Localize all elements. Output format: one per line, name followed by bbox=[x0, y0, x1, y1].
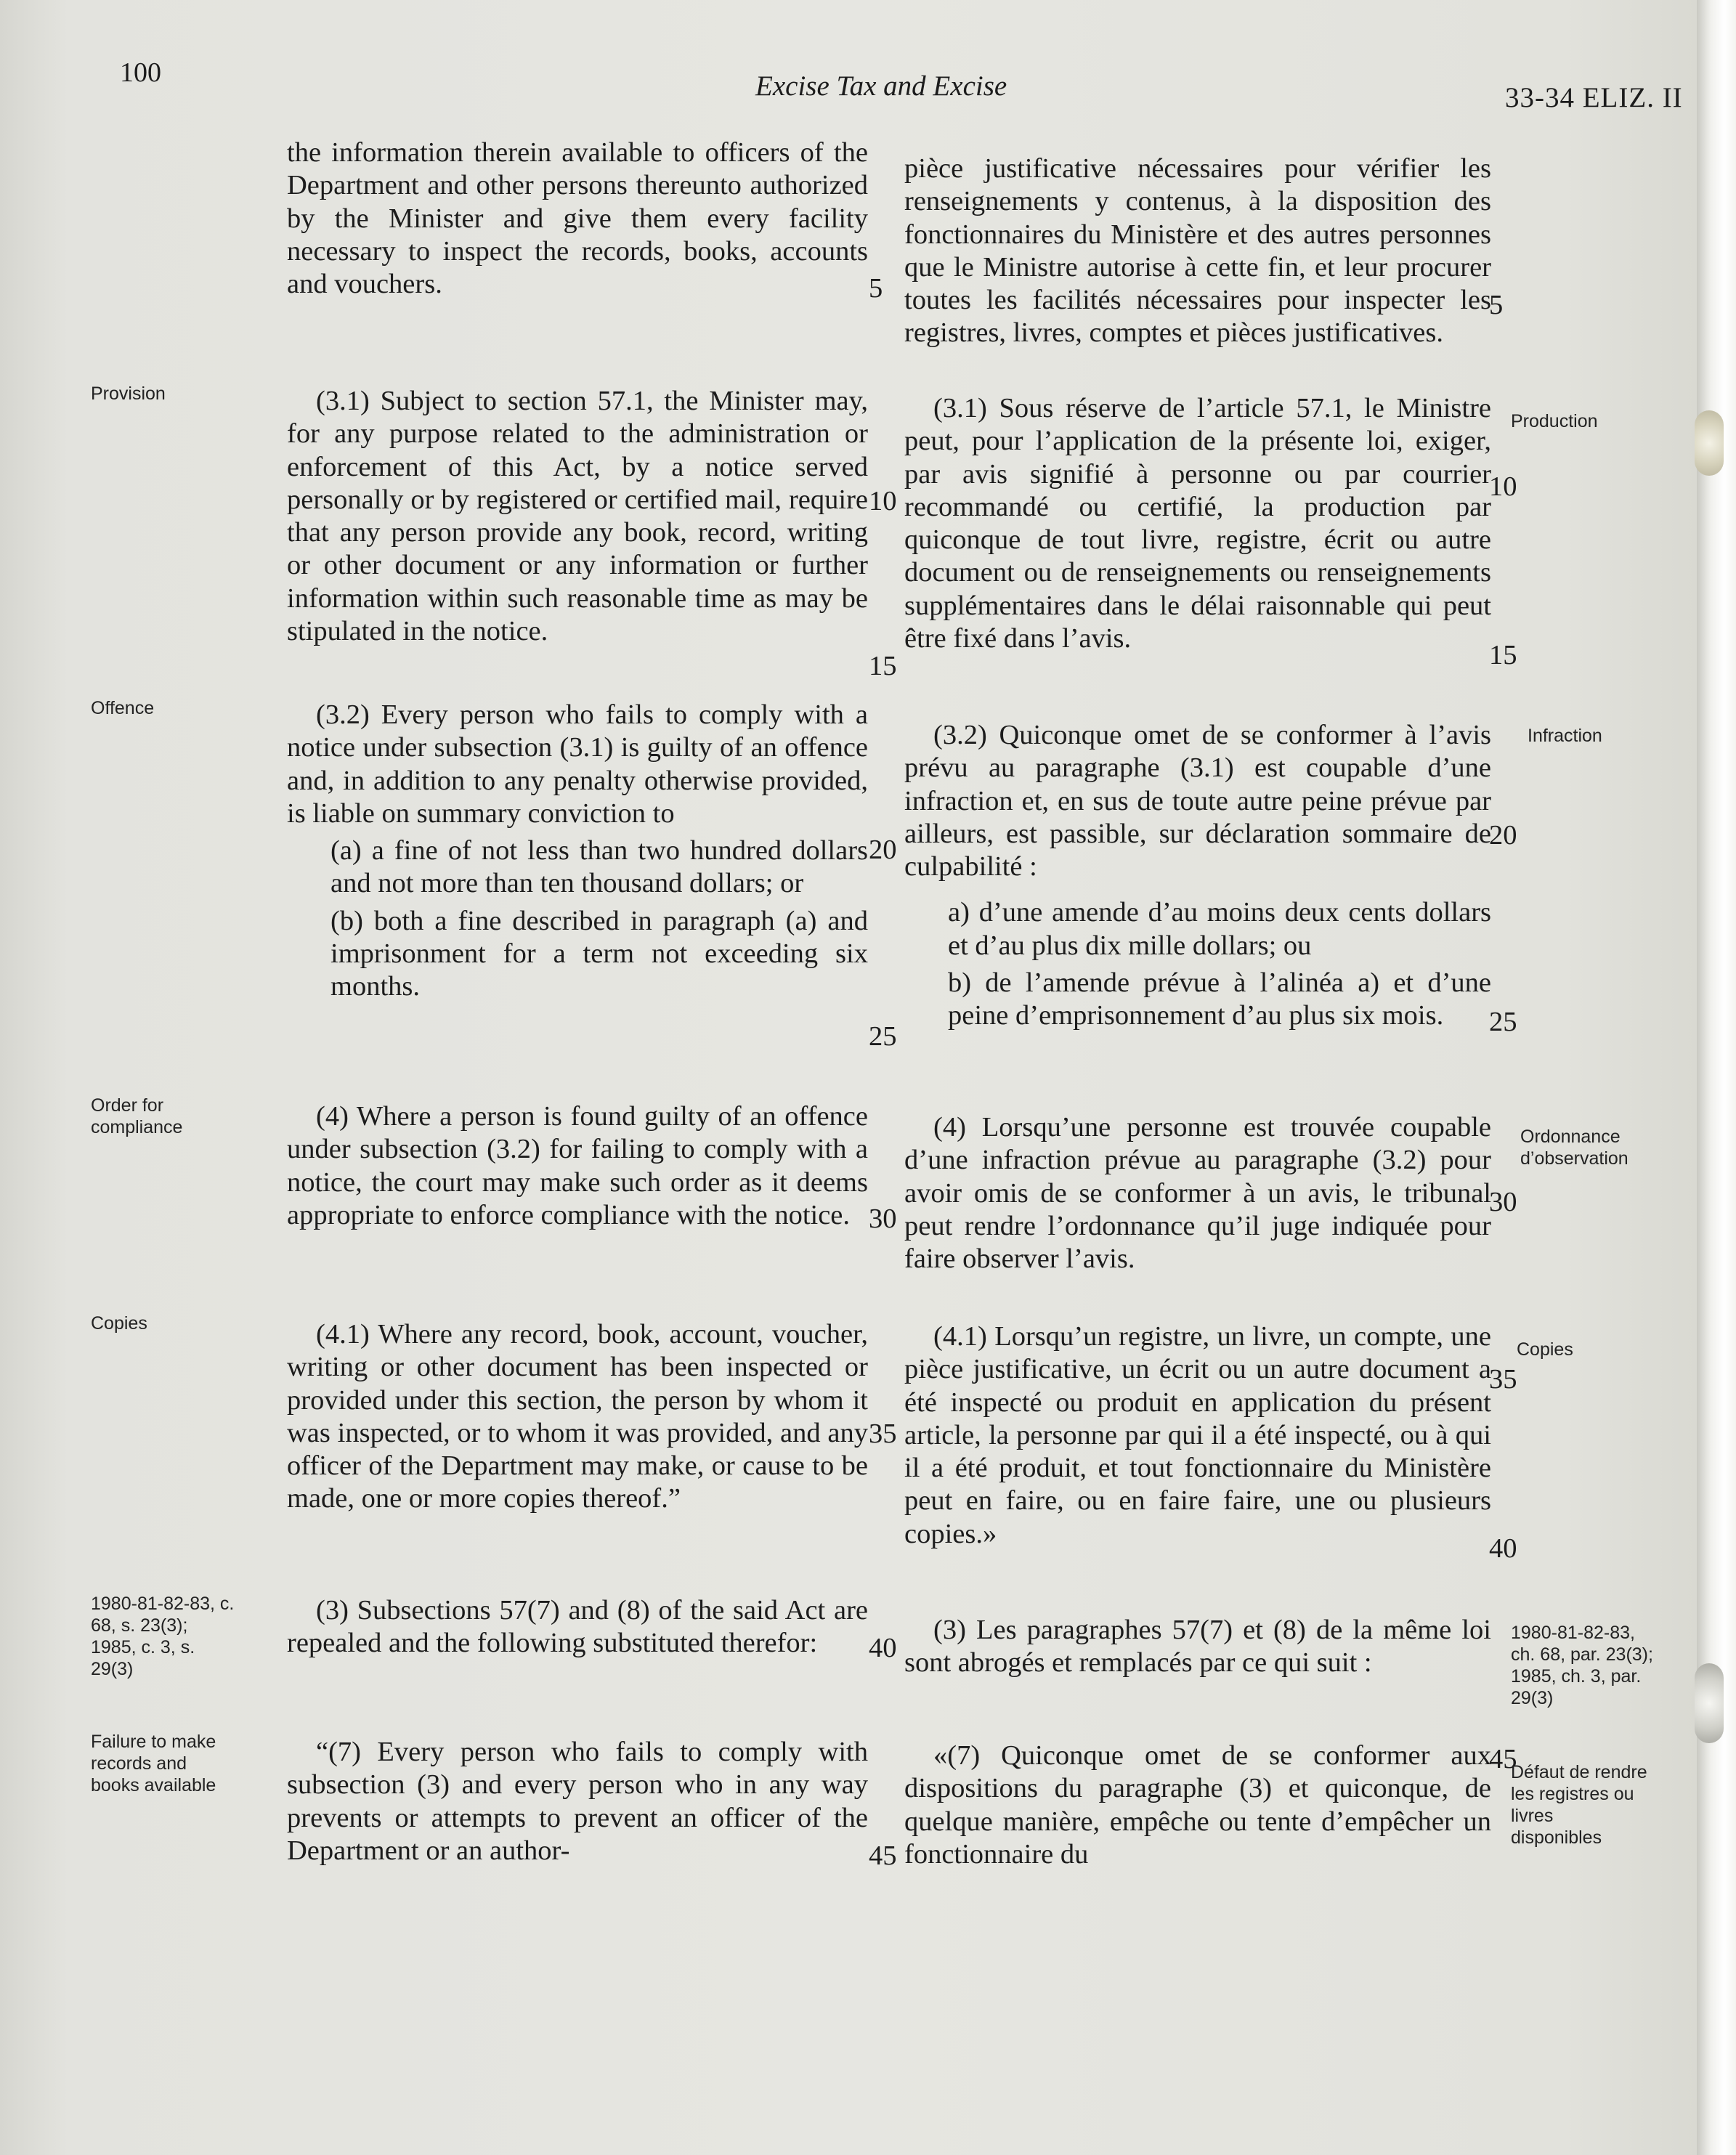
margin-note-copies: Copies bbox=[1517, 1339, 1573, 1360]
english-subsection-4-text: (4) Where a person is found guilty of an offence under subsection (3.2) for failing to comply with a notice, the court may make such order as it deems appropriate to enforce compliance with the notice. bbox=[287, 1101, 868, 1230]
french-paragraph-b: b) de l’amende prévue à l’alinéa a) et d’une peine d’emprisonnement d’au plus six mois. bbox=[948, 967, 1491, 1031]
running-title: Excise Tax and Excise bbox=[755, 70, 1007, 102]
english-subsection-4-1-text: (4.1) Where any record, book, account, voucher, writing or other document has been inspected or provided under this section, the person by whom it was inspected, or to whom it was provided, and any officer of the Department may make, or cause to be made, one or more copies thereof.” bbox=[287, 1319, 868, 1514]
french-subsection-4-text: (4) Lorsqu’une personne est trouvée coupable d’une infraction prévue au paragraphe (3.2) pour avoir omis de se conformer à un avis, le tribunal peut rendre l’ordonnance qu’il juge indiquée pour faire observer l’avis. bbox=[904, 1112, 1491, 1275]
line-number: 20 bbox=[1489, 820, 1517, 851]
french-subsection-4-1 bbox=[904, 1320, 1491, 1551]
line-number: 10 bbox=[1489, 471, 1517, 502]
binding-clip bbox=[1695, 410, 1724, 476]
french-subsection-4-1-text: (4.1) Lorsqu’un registre, un livre, un compte, une pièce justificative, un écrit ou un autre document a été inspecté ou produit en application du présent article, la personne par qui il a été inspecté, ou à qui il a été produit, et tout fonctionnaire du Ministère peut en faire, ou en faire faire, une ou plusieurs copies.» bbox=[904, 1321, 1491, 1549]
line-number: 45 bbox=[1489, 1744, 1517, 1774]
english-subsection-3-1-text: (3.1) Subject to section 57.1, the Minister may, for any purpose related to the administration or enforcement of this Act, by a notice served personally or by registered or certified mail, require that any person provide any book, record, writing or other document or any information or further information within such reasonable time as may be stipulated in the notice. bbox=[287, 386, 868, 647]
margin-note-copies: Copies bbox=[91, 1313, 147, 1334]
english-subsection-4 bbox=[287, 1100, 868, 1232]
line-number: 20 bbox=[869, 835, 897, 865]
english-paragraph-a: (a) a fine of not less than two hundred dollars and not more than ten thousand dollars; or bbox=[330, 835, 868, 899]
page-number: 100 bbox=[120, 57, 161, 88]
line-number: 15 bbox=[869, 651, 897, 681]
french-amending-subsection-3-text: (3) Les paragraphes 57(7) et (8) de la même loi sont abrogés et remplacés par ce qui suit : bbox=[904, 1615, 1491, 1679]
margin-note-defaut: Défaut de rendre les registres ou livres disponibles bbox=[1511, 1762, 1647, 1848]
french-subsection-4 bbox=[904, 1111, 1491, 1275]
line-number: 15 bbox=[1489, 640, 1517, 670]
english-subsection-3-1 bbox=[287, 385, 868, 648]
english-new-subsection-7 bbox=[287, 1736, 868, 1867]
french-new-subsection-7 bbox=[904, 1740, 1491, 1871]
margin-note-citation: 1980-81-82-83, c. 68, s. 23(3); 1985, c. 3, s. 29(3) bbox=[91, 1594, 235, 1679]
margin-note-production: Production bbox=[1511, 411, 1598, 431]
french-subsection-3-1-text: (3.1) Sous réserve de l’article 57.1, le Ministre peut, pour l’application de la présente loi, exiger, par avis signifié à personne ou par courrier recommandé ou certifié, la production par quiconque de tout livre, registre, écrit ou autre document ou de renseignements ou renseignements supplémentaires dans le délai raisonnable qui peut être fixé dans l’avis. bbox=[904, 393, 1491, 654]
margin-note-failure: Failure to make records and books available bbox=[91, 1732, 216, 1795]
line-number: 35 bbox=[869, 1419, 897, 1449]
line-number: 30 bbox=[1489, 1187, 1517, 1217]
french-paragraph-continued: pièce justificative nécessaires pour vérifier les renseignements y contenus, à la disposition des fonctionnaires du Ministère et des autres personnes que le Ministre autorise à cette fin, et leur procurer toutes les facilités nécessaires pour inspecter les registres, livres, comptes et pièces justificatives. bbox=[904, 153, 1491, 349]
line-number: 35 bbox=[1489, 1364, 1517, 1395]
margin-note-offence: Offence bbox=[91, 698, 155, 718]
french-subsection-3-2-text: (3.2) Quiconque omet de se conformer à l’avis prévu au paragraphe (3.1) est coupable d’une infraction et, en sus de toute autre peine prévue par ailleurs, est passible, sur déclaration sommaire de culpabilité : bbox=[904, 720, 1491, 882]
english-subsection-3-2 bbox=[287, 699, 868, 1004]
english-amending-subsection-3-text: (3) Subsections 57(7) and (8) of the said Act are repealed and the following substituted therefor: bbox=[287, 1595, 868, 1659]
english-subsection-4-1 bbox=[287, 1318, 868, 1516]
line-number: 40 bbox=[1489, 1533, 1517, 1564]
french-paragraph-a: a) d’une amende d’au moins deux cents dollars et d’au plus dix mille dollars; ou bbox=[948, 897, 1491, 961]
line-number: 45 bbox=[869, 1841, 897, 1871]
english-subsection-3-2-text: (3.2) Every person who fails to comply with a notice under subsection (3.1) is guilty of an offence and, in addition to any penalty otherwise provided, is liable on summary conviction to bbox=[287, 699, 868, 829]
line-number: 10 bbox=[869, 486, 897, 516]
margin-note-citation: 1980-81-82-83, ch. 68, par. 23(3); 1985, ch. 3, par. 29(3) bbox=[1511, 1623, 1653, 1708]
english-paragraph-b: (b) both a fine described in paragraph (a) and imprisonment for a term not exceeding six months. bbox=[330, 905, 868, 1002]
line-number: 5 bbox=[1489, 290, 1504, 320]
english-amending-subsection-3 bbox=[287, 1594, 868, 1660]
french-new-subsection-7-text: «(7) Quiconque omet de se conformer aux dispositions du paragraphe (3) et quiconque, de quelque manière, empêche ou tente d’empêcher un fonctionnaire du bbox=[904, 1740, 1491, 1870]
margin-note-order-for-compliance: Order for compliance bbox=[91, 1095, 183, 1137]
english-new-subsection-7-text: “(7) Every person who fails to comply with subsection (3) and every person who in any way prevents or attempts to prevent an officer of the Department or an author- bbox=[287, 1737, 868, 1866]
margin-note-provision: Provision bbox=[91, 383, 166, 404]
book-binding-edge bbox=[1697, 0, 1736, 2155]
line-number: 5 bbox=[869, 273, 883, 304]
english-paragraph-continued: the information therein available to officers of the Department and other persons thereunto authorized by the Minister and give them every facility necessary to inspect the records, books, accounts and vouchers. bbox=[287, 137, 868, 300]
line-number: 30 bbox=[869, 1204, 897, 1234]
reign-citation: 33-34 ELIZ. II bbox=[1505, 82, 1683, 113]
line-number: 40 bbox=[869, 1633, 897, 1663]
margin-note-infraction: Infraction bbox=[1528, 726, 1602, 746]
binding-clip bbox=[1695, 1663, 1724, 1743]
line-number: 25 bbox=[869, 1021, 897, 1052]
french-subsection-3-1 bbox=[904, 392, 1491, 655]
french-amending-subsection-3 bbox=[904, 1614, 1491, 1680]
line-number: 25 bbox=[1489, 1007, 1517, 1037]
margin-note-ordonnance: Ordonnance d’observation bbox=[1520, 1127, 1628, 1169]
french-subsection-3-2 bbox=[904, 719, 1491, 1033]
